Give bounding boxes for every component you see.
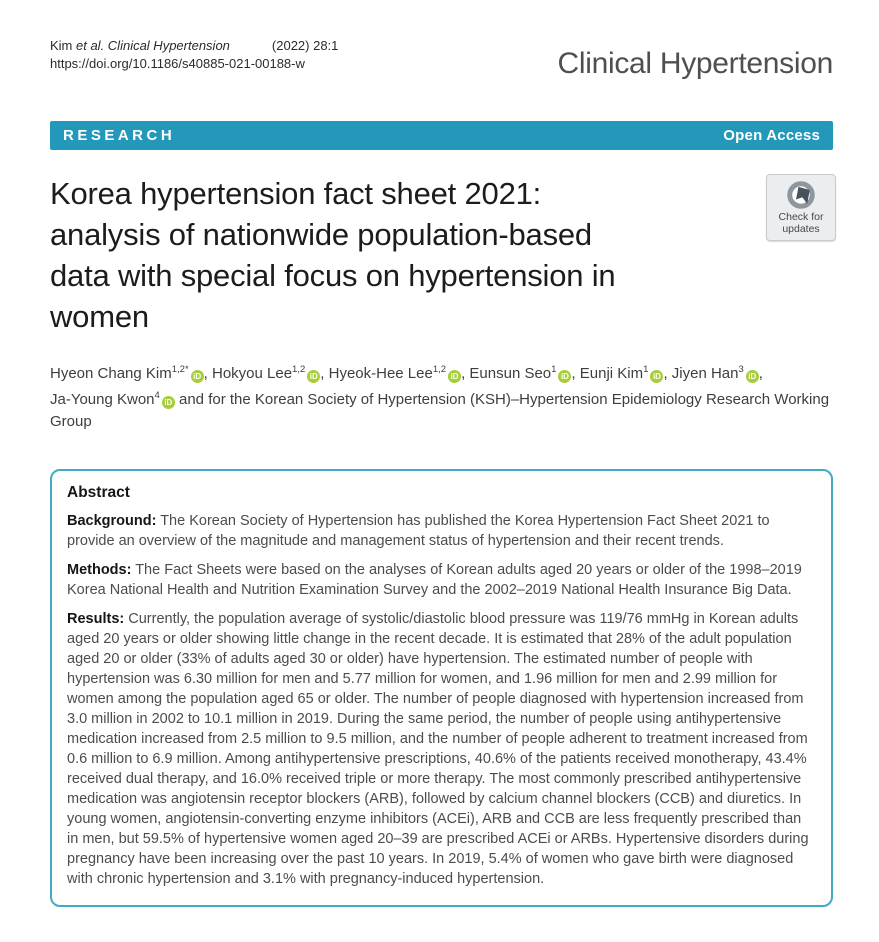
abstract-results [67, 609, 816, 889]
author-affiliation-sup: 4 [154, 390, 160, 401]
orcid-icon[interactable]: iD [307, 370, 320, 383]
article-type-label: RESEARCH [63, 127, 176, 144]
doi-link[interactable]: https://doi.org/10.1186/s40885-021-00188-w [50, 56, 305, 71]
author-name: Eunsun Seo [469, 365, 552, 382]
abstract-box [50, 469, 833, 907]
title-line: women [50, 299, 149, 334]
title-line: data with special focus on hypertension in [50, 258, 616, 293]
orcid-icon[interactable]: iD [558, 370, 571, 383]
orcid-icon[interactable]: iD [191, 370, 204, 383]
article-type-banner [50, 121, 833, 150]
title-line: Korea hypertension fact sheet 2021: [50, 176, 542, 211]
author-affiliation-sup: 1 [643, 364, 649, 375]
orcid-icon[interactable]: iD [650, 370, 663, 383]
results-text: Currently, the population average of systolic/diastolic blood pressure was 119/76 mmHg in Korean adults aged 20 years or older showing little change in the recent decade. It is estimated that 28% of the adult population aged 20 or older (33% of adults aged 30 or older) have hypertension. The estimated number of people with hypertension was 6.30 million for men and 5.77 million for women, and 1.96 million for men and 2.99 million for women among the population aged 65 or older. The number of people diagnosed with hypertension increased from 3.0 million in 2002 to 10.1 million in 2019. During the same period, the number of people using antihypertensive medication increased from 2.5 million to 9.5 million, and the number of people adherent to treatment increased from 0.6 million to 6.9 million. Among antihypertensive prescriptions, 40.6% of the patients received monotherapy, 43.4% received dual therapy, and 16.0% received triple or more therapy. The most commonly prescribed antihypertensive medication was angiotensin receptor blockers (ARB), followed by calcium channel blockers (CCB) and diuretics. In young women, angiotensin-converting enzyme inhibitors (ACEi), ARB and CCB are less frequently prescribed than in men, but 59.5% of hypertensive women aged 20–39 are prescribed ACEi or ARBs. Hypertensive disorders during pregnancy have been increasing over the past 10 years. In 2019, 5.4% of women who gave birth were diagnosed with chronic hypertension and 3.1% with pregnancy-induced hypertension. [67, 611, 809, 887]
check-badge-label: Check for updates [778, 211, 824, 235]
abstract-background [67, 511, 816, 551]
citation-author: Kim [50, 38, 76, 53]
author-affiliation-sup: 1,2* [171, 364, 189, 375]
author-affiliation-sup: 1,2 [292, 364, 306, 375]
background-label: Background: [67, 513, 157, 529]
author-affiliation-sup: 1,2 [432, 364, 447, 375]
author-name: Ja-Young Kwon [50, 391, 155, 408]
citation-journal: et al. Clinical Hypertension [76, 38, 230, 53]
citation-block [50, 37, 338, 73]
author-affiliation-sup: 1 [551, 364, 557, 375]
abstract-methods [67, 560, 816, 600]
author-name: Hyeok-Hee Lee [328, 365, 433, 382]
title-line: analysis of nationwide population-based [50, 217, 592, 252]
authors-line: Hyeon Chang Kim$^{1,2*}$iD , Hokyou Lee$^{1,2}$iD , Hyeok-Hee Lee$^{1,2}$iD , Eunsun Seo$^1$iD , Eunji Kim$^1$iD , Jiyen Han$^3$iD , Ja-Young Kwon$^4$iD and for the Korean Society of Hypertension (KSH)–Hypertension Epidemiology Research Working Group [50, 364, 830, 430]
author-name: Hyeon Chang Kim [50, 365, 172, 382]
article-title [50, 173, 762, 337]
open-access-label: Open Access [723, 127, 820, 144]
results-label: Results: [67, 611, 125, 627]
orcid-icon[interactable]: iD [746, 370, 759, 383]
abstract-heading: Abstract [67, 484, 130, 501]
orcid-icon[interactable]: iD [162, 396, 175, 409]
journal-name: Clinical Hypertension [557, 47, 833, 80]
author-name: Hokyou Lee [211, 365, 293, 382]
methods-label: Methods: [67, 562, 132, 578]
author-name: Eunji Kim [579, 365, 644, 382]
author-name: Jiyen Han [671, 365, 739, 382]
citation-line [50, 37, 338, 55]
author-affiliation-sup: 3 [738, 364, 744, 375]
authors-group-suffix: and for the Korean Society of Hypertension (KSH)–Hypertension Epidemiology Research Working Group [50, 391, 830, 430]
page-header [50, 37, 833, 81]
background-text: The Korean Society of Hypertension has published the Korea Hypertension Fact Sheet 2021 to provide an overview of the magnitude and management status of hypertension and their recent trends. [67, 513, 770, 549]
orcid-icon[interactable]: iD [448, 370, 461, 383]
check-for-updates-badge[interactable] [766, 174, 836, 241]
citation-issue: (2022) 28:1 [271, 38, 339, 53]
methods-text: The Fact Sheets were based on the analyses of Korean adults aged 20 years or older of the 1998–2019 Korea National Health and Nutrition Examination Survey and the 2002–2019 National Health Insurance Big Data. [67, 562, 802, 598]
crossmark-icon [786, 180, 816, 210]
